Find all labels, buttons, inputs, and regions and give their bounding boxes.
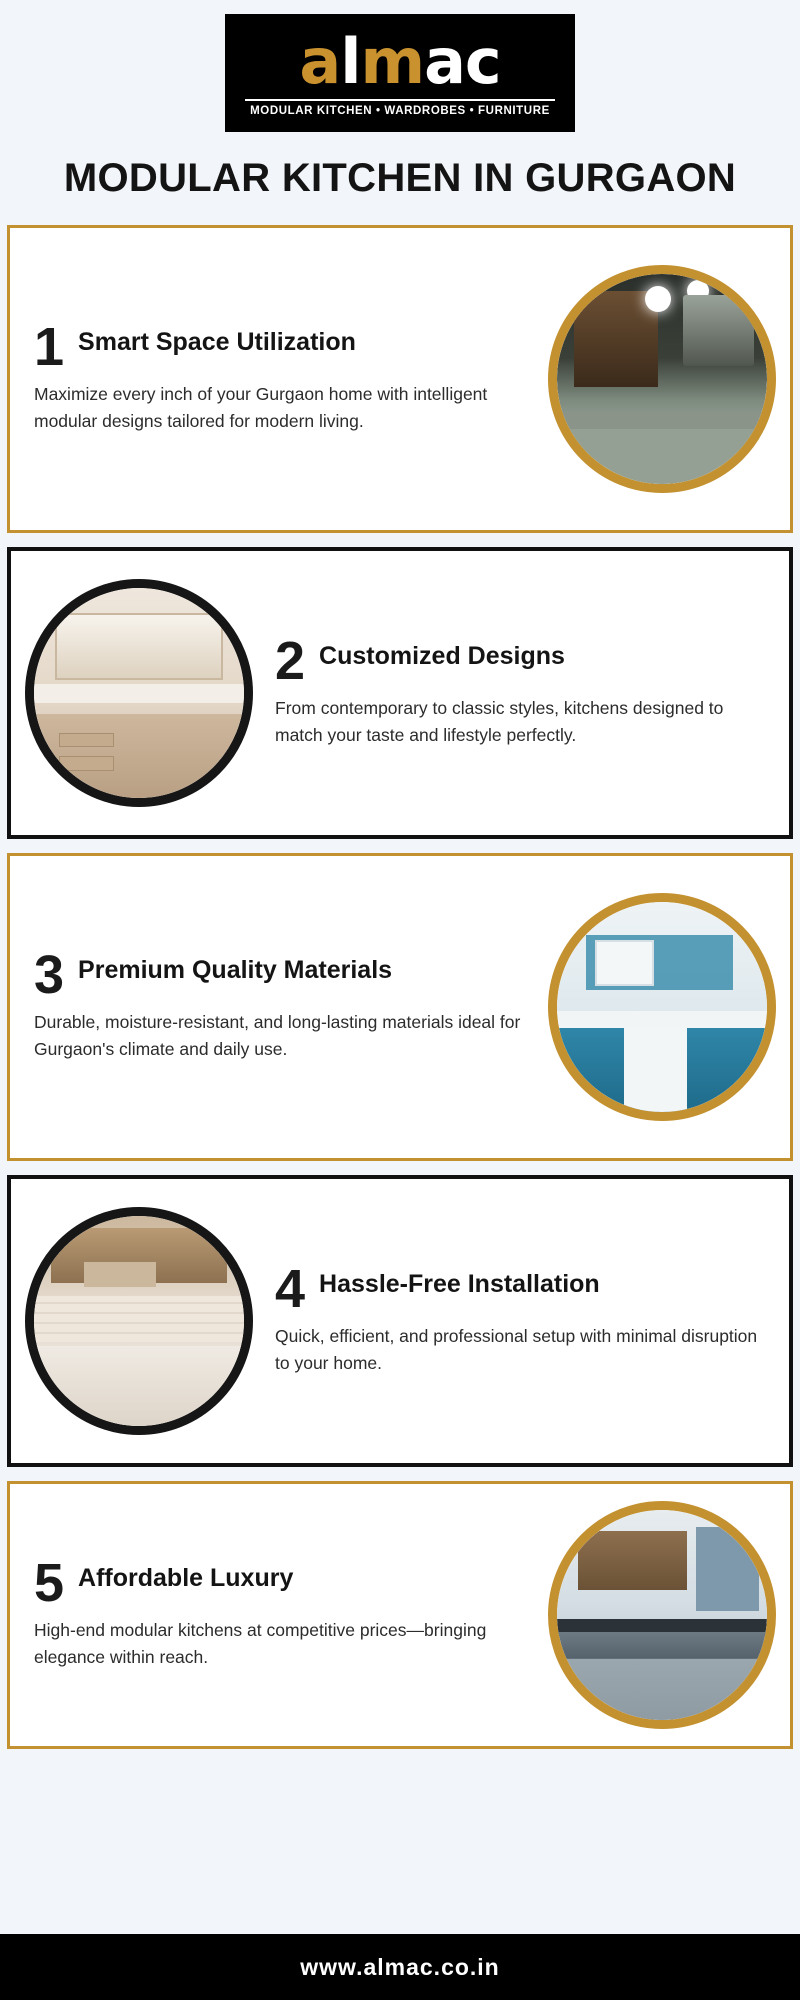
feature-card-4-body: Quick, efficient, and professional setup with minimal disruption to your home.: [275, 1326, 758, 1373]
feature-card-4-headrow: [275, 1259, 765, 1320]
logo-tagline: MODULAR KITCHEN • WARDROBES • FURNITURE: [250, 105, 550, 117]
feature-card-3-text: [24, 945, 548, 1062]
feature-card-1-heading: Smart Space Utilization: [78, 328, 356, 357]
feature-card-list: [0, 225, 800, 1749]
feature-card-4-photo: [25, 1207, 253, 1435]
feature-card-1-number: 1: [34, 317, 65, 378]
feature-card-3-number: 3: [34, 945, 65, 1006]
feature-card-4-number: 4: [275, 1259, 306, 1320]
logo-letter-a: a: [299, 25, 341, 98]
feature-card-1: [7, 225, 793, 533]
feature-card-3-photo: [548, 893, 776, 1121]
footer-website[interactable]: www.almac.co.in: [300, 1953, 500, 1980]
logo-letter-l: l: [340, 25, 361, 98]
feature-card-2-photo: [25, 579, 253, 807]
feature-card-1-headrow: [34, 317, 538, 378]
feature-card-2-number: 2: [275, 631, 306, 692]
feature-card-5-body: High-end modular kitchens at competitive prices—bringing elegance within reach.: [34, 1620, 487, 1667]
logo-letter-m: m: [360, 25, 425, 98]
footer-bar: [0, 1934, 800, 2000]
logo-wordmark: [299, 25, 501, 98]
feature-card-4-heading: Hassle-Free Installation: [319, 1270, 600, 1299]
feature-card-5-number: 5: [34, 1553, 65, 1614]
brand-logo: [225, 14, 575, 132]
feature-card-2-heading: Customized Designs: [319, 642, 565, 671]
feature-card-3-headrow: [34, 945, 538, 1006]
logo-divider: [245, 99, 555, 101]
feature-card-1-text: [24, 317, 548, 434]
page-title: MODULAR KITCHEN IN GURGAON: [63, 156, 737, 200]
feature-card-3-heading: Premium Quality Materials: [78, 956, 393, 985]
feature-card-2-body: From contemporary to classic styles, kitchens designed to match your taste and lifestyle perfectly.: [275, 698, 724, 745]
feature-card-2-text: [253, 631, 775, 748]
feature-card-1-photo: [548, 265, 776, 493]
feature-card-4: [7, 1175, 793, 1467]
feature-card-1-body: Maximize every inch of your Gurgaon home with intelligent modular designs tailored for modern living.: [34, 384, 488, 431]
logo-letters-ac: ac: [424, 25, 501, 98]
feature-card-3-body: Durable, moisture-resistant, and long-lasting materials ideal for Gurgaon's climate and daily use.: [34, 1012, 521, 1059]
feature-card-3: [7, 853, 793, 1161]
feature-card-4-text: [253, 1259, 775, 1376]
feature-card-5-heading: Affordable Luxury: [78, 1564, 294, 1593]
feature-card-2: [7, 547, 793, 839]
feature-card-5-headrow: [34, 1553, 538, 1614]
feature-card-5: [7, 1481, 793, 1749]
feature-card-5-photo: [548, 1501, 776, 1729]
feature-card-5-text: [24, 1553, 548, 1670]
feature-card-2-headrow: [275, 631, 765, 692]
